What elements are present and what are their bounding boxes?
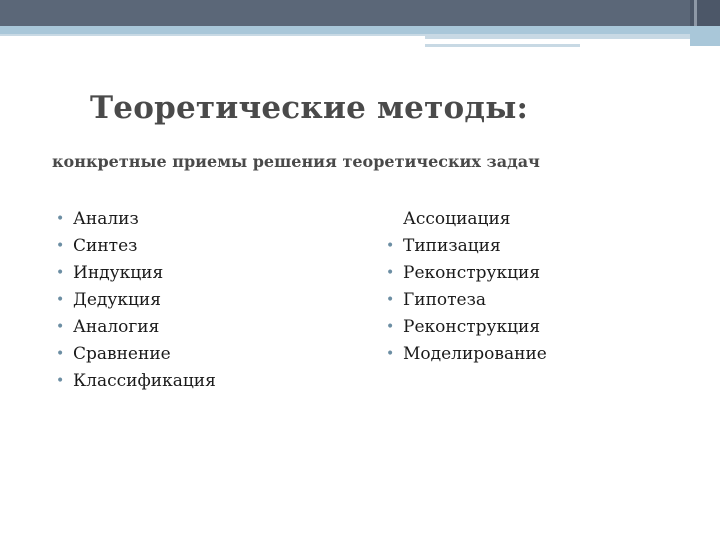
list-item-label: Гипотеза [403,290,487,310]
list-item-label: Синтез [73,236,138,256]
bullet-icon: • [56,265,65,281]
header-separator [694,0,697,26]
list-item [56,260,216,287]
list-item-label: Моделирование [403,344,547,364]
list-item [386,260,547,287]
list-item [56,206,216,233]
bullet-icon: • [56,346,65,362]
list-item-label: Ассоциация [403,209,511,229]
bullet-icon: • [56,238,65,254]
bullet-icon: • [386,319,395,335]
bullet-icon: • [386,265,395,281]
accent-stripe [0,26,720,34]
list-item [386,314,547,341]
list-item-label: Анализ [73,209,139,229]
list-item-label: Аналогия [73,317,160,337]
list-item-label: Индукция [73,263,164,283]
list-item [56,341,216,368]
list-item [56,314,216,341]
bullet-icon: • [56,373,65,389]
bullet-icon: • [56,211,65,227]
bullet-icon: • [386,346,395,362]
list-item [56,233,216,260]
list-item [56,368,216,395]
slide-subtitle: конкретные приемы решения теоретических задач [52,152,540,171]
header-bar [0,0,720,26]
bullet-icon: • [56,319,65,335]
accent-stripe-right-block [690,26,720,46]
list-item-label: Реконструкция [403,317,541,337]
list-item-label: Сравнение [73,344,171,364]
list-item [386,287,547,314]
left-method-list [56,206,216,395]
bullet-icon: • [386,292,395,308]
list-item-label: Классификация [73,371,216,391]
slide-title: Теоретические методы: [90,90,529,126]
list-item [386,233,547,260]
decorative-line-right [425,34,690,39]
list-item [386,341,547,368]
decorative-line-short [425,44,580,47]
list-item [403,206,547,233]
list-item [56,287,216,314]
bullet-icon: • [56,292,65,308]
list-item-label: Реконструкция [403,263,541,283]
right-method-list [386,206,547,368]
bullet-icon: • [386,238,395,254]
decorative-line-left [0,34,425,36]
list-item-label: Дедукция [73,290,161,310]
list-item-label: Типизация [403,236,501,256]
